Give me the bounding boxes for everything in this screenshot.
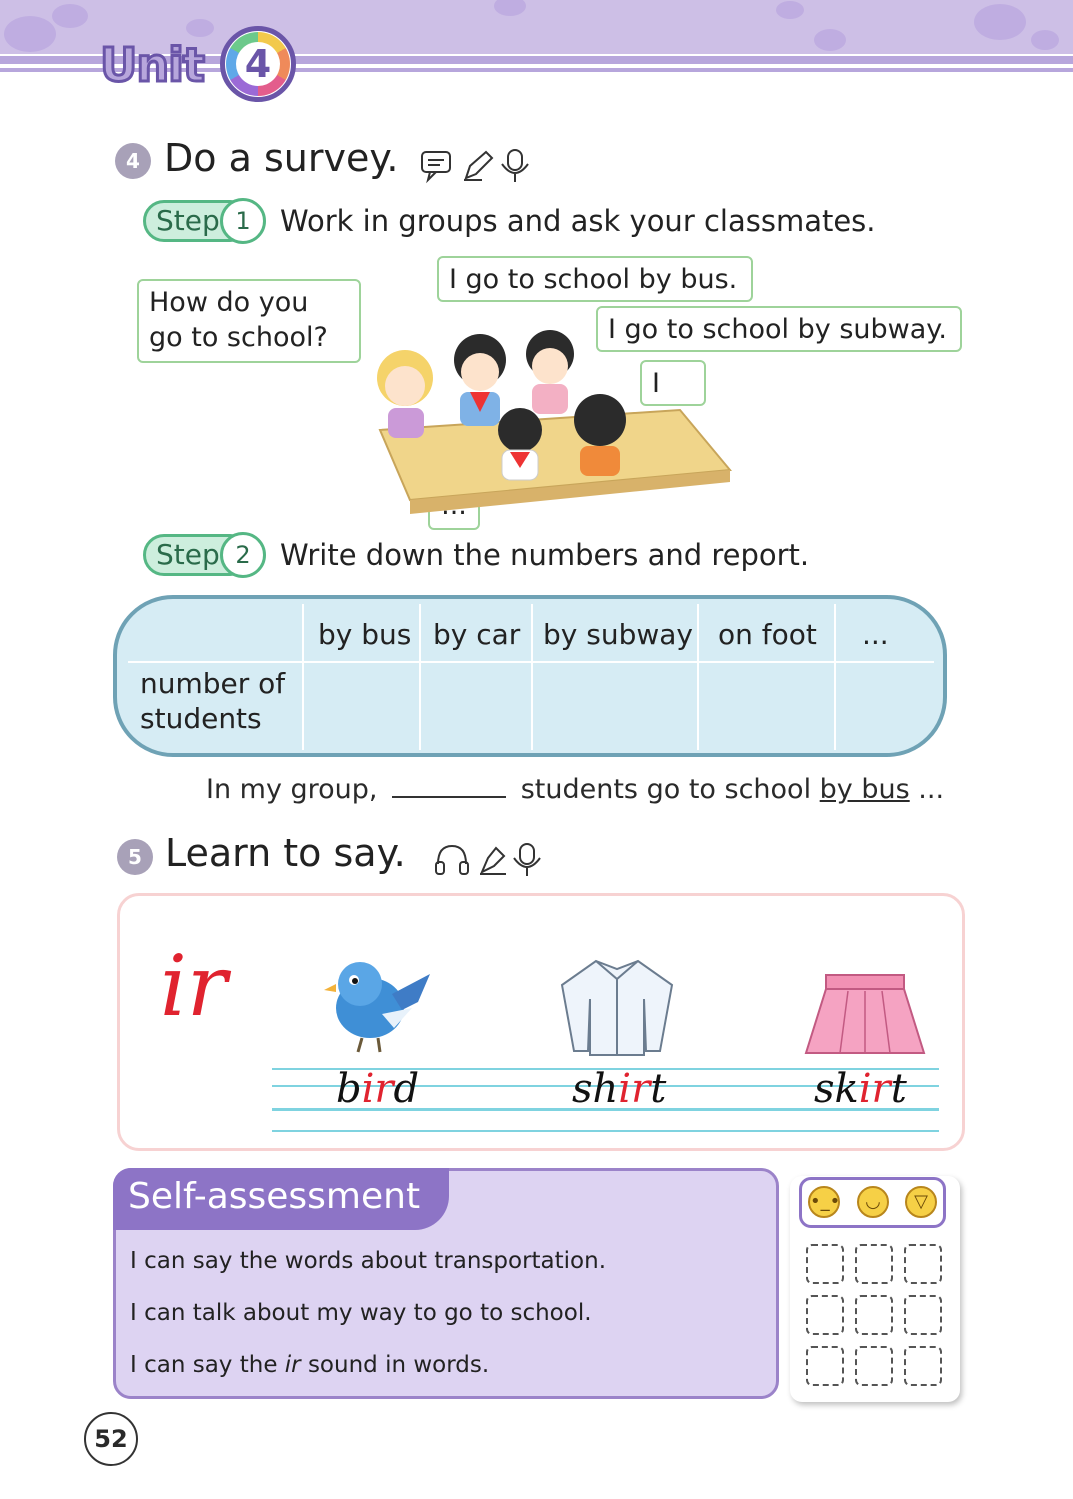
smile-face-icon: ◡	[857, 1186, 889, 1218]
rating-checkbox[interactable]	[855, 1346, 893, 1386]
rating-checkbox[interactable]	[806, 1295, 844, 1335]
listen-read-record-icons	[434, 842, 542, 878]
rating-checkbox[interactable]	[806, 1244, 844, 1284]
report-sentence	[206, 774, 944, 805]
step1-number: 1	[220, 198, 266, 244]
table-row-divider	[128, 661, 934, 663]
table-divider	[834, 604, 836, 750]
bird-icon	[322, 954, 432, 1058]
section-title: Do a survey.	[164, 136, 399, 180]
report-example: by bus	[819, 774, 910, 805]
rating-checkbox[interactable]	[904, 1346, 942, 1386]
report-middle: students go to school	[520, 774, 812, 805]
section-title: Learn to say.	[165, 831, 406, 875]
rating-checkbox[interactable]	[904, 1244, 942, 1284]
rating-checkbox[interactable]	[855, 1295, 893, 1335]
shirt-icon	[556, 955, 678, 1057]
unit-label: Unit	[100, 38, 204, 92]
speech-bubble-me: I	[640, 360, 706, 406]
section-number: 4	[115, 143, 151, 179]
self-assessment-item: I can say the words about transportation.	[130, 1248, 607, 1274]
self-assessment-item: I can talk about my way to go to school.	[130, 1300, 592, 1326]
section-number: 5	[117, 839, 153, 875]
speak-write-record-icons	[420, 148, 532, 184]
table-header-cell: by car	[433, 618, 521, 651]
children-at-table-illustration	[350, 320, 740, 520]
skirt-icon	[804, 973, 926, 1057]
writing-rule	[272, 1130, 939, 1132]
speech-bubble-bus: I go to school by bus.	[437, 256, 753, 302]
speech-bubble-question: How do you go to school?	[137, 279, 361, 363]
report-blank[interactable]	[392, 796, 506, 798]
step2-instruction: Write down the numbers and report.	[280, 538, 810, 572]
self-assessment-item: I can say the ir sound in words.	[130, 1352, 490, 1378]
table-header-cell: by subway	[543, 618, 693, 651]
rating-checkbox[interactable]	[806, 1346, 844, 1386]
table-divider	[697, 604, 699, 750]
speech-bubble-subway: I go to school by subway.	[596, 306, 962, 352]
report-suffix: ...	[918, 774, 945, 805]
table-header-cell: on foot	[718, 618, 817, 651]
phonics-word-shirt: shirt	[572, 1066, 667, 1112]
table-divider	[531, 604, 533, 750]
step2-number: 2	[220, 532, 266, 578]
step2-pill: Step	[143, 534, 251, 576]
table-header-cell: by bus	[318, 618, 412, 651]
phonics-word-skirt: skirt	[814, 1066, 907, 1112]
unit-number: 4	[236, 42, 280, 86]
phonics-sound: ir	[160, 937, 228, 1035]
rating-checkbox[interactable]	[904, 1295, 942, 1335]
step1-pill: Step	[143, 200, 251, 242]
table-divider	[302, 604, 304, 750]
phonics-word-bird: bird	[336, 1066, 420, 1112]
table-divider	[419, 604, 421, 750]
grin-face-icon: ▽	[905, 1186, 937, 1218]
report-prefix: In my group,	[206, 774, 378, 805]
table-header-cell: ...	[862, 618, 889, 651]
table-row-label: number of students	[140, 667, 286, 735]
neutral-face-icon: •_•	[808, 1186, 840, 1218]
self-assessment-title: Self-assessment	[128, 1176, 421, 1217]
rating-checkbox[interactable]	[855, 1244, 893, 1284]
page-number: 52	[84, 1412, 138, 1466]
step1-instruction: Work in groups and ask your classmates.	[280, 204, 876, 238]
